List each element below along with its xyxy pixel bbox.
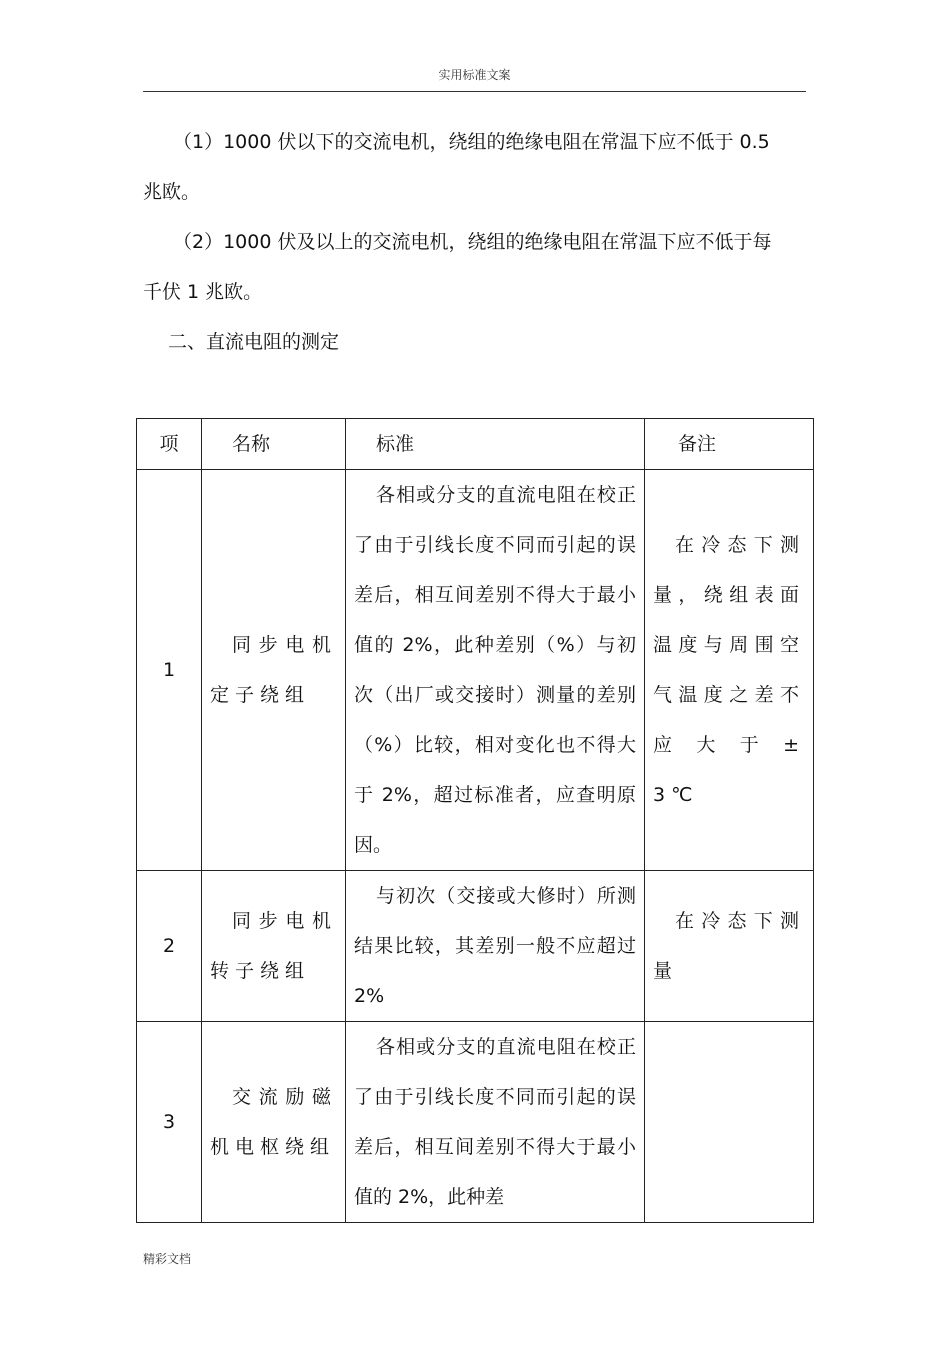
table-row	[137, 470, 814, 871]
header-standard: 标准	[346, 419, 645, 470]
row-note: 在冷态下测量	[645, 871, 814, 1022]
row-note: 在冷态下测量，绕组表面温度与周围空气温度之差不应大于± 3℃	[645, 470, 814, 871]
row-name: 同步电机定子绕组	[202, 470, 346, 871]
header-item: 项	[137, 419, 202, 470]
row-item: 2	[137, 871, 202, 1022]
page-header-title: 实用标准文案	[438, 68, 511, 82]
section-heading: 二、直流电阻的测定	[168, 331, 340, 353]
resistance-standards-table	[136, 418, 814, 1223]
row-name: 交流励磁机电枢绕组	[202, 1022, 346, 1223]
row-name: 同步电机转子绕组	[202, 871, 346, 1022]
row-item: 3	[137, 1022, 202, 1223]
paragraph-2: （2）1000 伏及以上的交流电机，绕组的绝缘电阻在常温下应不低于每千伏 1 兆欧。	[143, 231, 772, 303]
row-note	[645, 1022, 814, 1223]
row-standard: 各相或分支的直流电阻在校正了由于引线长度不同而引起的误差后，相互间差别不得大于最小值的 2%，此种差别（%）与初次（出厂或交接时）测量的差别（%）比较，相对变化也不得大于 2%，超过标准者，应查明原因。	[346, 470, 645, 871]
header-note: 备注	[645, 419, 814, 470]
page-footer-label: 精彩文档	[143, 1252, 192, 1266]
row-item: 1	[137, 470, 202, 871]
table-row	[137, 1022, 814, 1223]
paragraph-1: （1）1000 伏以下的交流电机，绕组的绝缘电阻在常温下应不低于 0.5 兆欧。	[143, 131, 770, 203]
table-header-row	[137, 419, 814, 470]
row-standard: 各相或分支的直流电阻在校正了由于引线长度不同而引起的误差后，相互间差别不得大于最小值的 2%，此种差	[346, 1022, 645, 1223]
table-row	[137, 871, 814, 1022]
header-name: 名称	[202, 419, 346, 470]
row-standard: 与初次（交接或大修时）所测结果比较，其差别一般不应超过 2%	[346, 871, 645, 1022]
header-divider	[143, 91, 806, 92]
